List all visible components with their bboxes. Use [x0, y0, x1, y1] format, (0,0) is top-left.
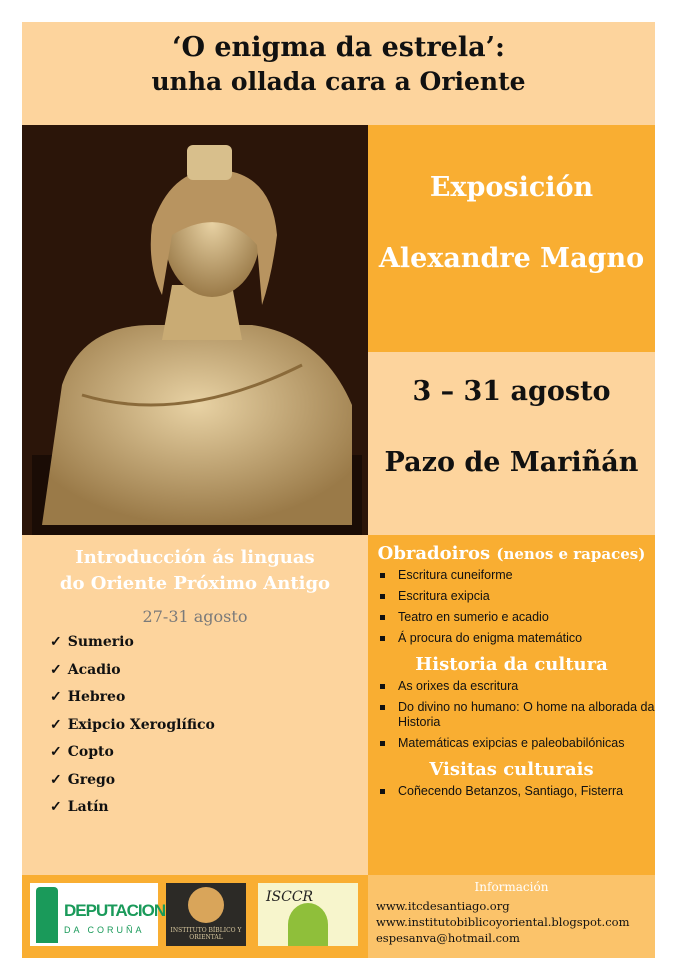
list-item: ✓ Sumerio	[50, 634, 368, 662]
list-item: ✓ Acadio	[50, 662, 368, 690]
crown-tower-icon	[36, 887, 58, 943]
email-link[interactable]: espesanva@hotmail.com	[376, 931, 520, 945]
workshops-subtitle: (nenos e rapaces)	[496, 545, 646, 563]
list-item: Escritura cuneiforme	[380, 568, 655, 583]
website-link[interactable]: www.itcdesantiago.org	[376, 899, 510, 913]
list-item: Coñecendo Betanzos, Santiago, Fisterra	[380, 784, 655, 799]
title-line-1: ‘O enigma da estrela’:	[172, 32, 505, 63]
exhibition-box	[368, 125, 655, 352]
seal-icon	[188, 887, 224, 923]
alexander-bust-photo	[22, 125, 368, 535]
info-title: Información	[474, 880, 549, 894]
language-course	[22, 535, 368, 875]
workshops-heading	[368, 543, 655, 564]
visits-list	[380, 784, 655, 799]
list-item: Do divino no humano: O home na alborada da Historia	[380, 700, 655, 730]
list-item: ✓ Copto	[50, 744, 368, 772]
event-venue: Pazo de Mariñán	[384, 447, 639, 478]
workshops-title: Obradoiros	[377, 543, 491, 564]
title-line-2: unha ollada cara a Oriente	[151, 67, 526, 96]
deputacion-logo	[30, 883, 166, 946]
course-title	[22, 545, 368, 597]
list-item: Matemáticas exipcias e paleobabilónicas	[380, 736, 655, 751]
language-list	[50, 634, 368, 827]
activities	[368, 535, 655, 875]
poster-title	[22, 22, 655, 125]
list-item: As orixes da escritura	[380, 679, 655, 694]
deputacion-text: DEPUTACION	[64, 901, 166, 920]
exhibition-label: Exposición	[429, 172, 594, 203]
list-item: Teatro en sumerio e acadio	[380, 610, 655, 625]
blog-link[interactable]: www.institutobiblicoyoriental.blogspot.com	[376, 915, 630, 929]
list-item: ✓ Grego	[50, 772, 368, 800]
exhibition-name: Alexandre Magno	[378, 243, 645, 274]
leaf-shape	[288, 903, 328, 946]
culture-list	[380, 679, 655, 751]
isccr-logo	[258, 883, 358, 946]
event-dates: 3 – 31 agosto	[412, 376, 611, 407]
list-item: Á procura do enigma matemático	[380, 631, 655, 646]
visits-heading: Visitas culturais	[429, 759, 594, 780]
isccr-text: ISCCR	[266, 889, 314, 905]
instituto-text: INSTITUTO BÍBLICO Y ORIENTAL	[170, 927, 242, 941]
workshops-list	[380, 568, 655, 646]
course-dates: 27-31 agosto	[142, 607, 248, 626]
instituto-logo	[166, 883, 246, 946]
sponsor-logos	[22, 875, 368, 958]
information-box	[368, 875, 655, 958]
list-item: ✓ Hebreo	[50, 689, 368, 717]
event-box	[368, 352, 655, 535]
list-item: ✓ Latín	[50, 799, 368, 827]
list-item: Escritura exipcia	[380, 589, 655, 604]
culture-heading: Historia da cultura	[415, 654, 608, 675]
list-item: ✓ Exipcio Xeroglífico	[50, 717, 368, 745]
course-title-line-2: do Oriente Próximo Antigo	[59, 573, 331, 594]
deputacion-subtext: DA CORUÑA	[64, 925, 145, 935]
course-title-line-1: Introducción ás linguas	[75, 547, 315, 568]
